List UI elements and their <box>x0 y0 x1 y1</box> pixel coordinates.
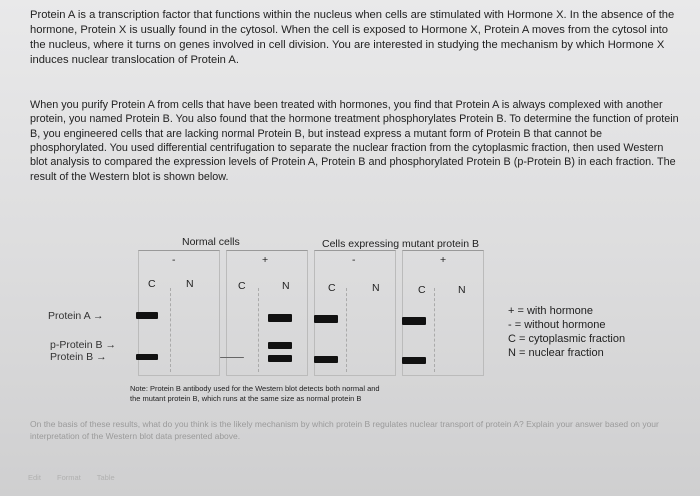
lane-label: C <box>418 284 426 296</box>
treatment-sign: + <box>440 254 447 266</box>
group-label-mutant: Cells expressing mutant protein B <box>322 238 479 250</box>
band-p-protein-b <box>268 342 292 349</box>
band-protein-b <box>268 355 292 362</box>
editor-toolbar <box>28 473 129 482</box>
note-line: Note: Protein B antibody used for the Western blot detects both normal and <box>130 384 380 393</box>
lane-divider <box>258 288 259 372</box>
band-protein-a <box>268 314 292 322</box>
legend-item: C = cytoplasmic fraction <box>508 333 626 345</box>
treatment-sign: - <box>172 254 176 266</box>
antibody-note <box>130 384 380 404</box>
row-label-p-protein-b: p-Protein B → <box>50 339 116 351</box>
band-protein-a <box>402 317 426 325</box>
row-label-protein-a: Protein A → <box>48 310 104 322</box>
question-text: On the basis of these results, what do you think is the likely mechanism by which protein B regulates nuclear transport of protein A? Explain your answer based on your interpretation of the Western blot data presented above. <box>30 419 659 441</box>
band-protein-b <box>314 356 338 363</box>
toolbar-format-menu[interactable]: Format <box>57 473 81 482</box>
band-protein-a <box>314 315 338 323</box>
legend-item: - = without hormone <box>508 319 606 331</box>
treatment-sign: - <box>352 254 356 266</box>
band-protein-a <box>136 312 158 319</box>
band-protein-b <box>136 354 158 360</box>
band-protein-b <box>402 357 426 364</box>
lane-label: N <box>458 284 466 296</box>
lane-label: N <box>372 282 380 294</box>
group-label-normal: Normal cells <box>182 236 240 248</box>
lane-divider <box>170 288 171 372</box>
band-protein-b-faint <box>220 357 244 358</box>
lane-label: C <box>328 282 336 294</box>
treatment-sign: + <box>262 254 269 266</box>
lane-label: N <box>282 280 290 292</box>
lane-divider <box>346 288 347 372</box>
row-label-protein-b: Protein B → <box>50 351 107 363</box>
lane-label: C <box>148 278 156 290</box>
lane-label: N <box>186 278 194 290</box>
toolbar-table-menu[interactable]: Table <box>96 473 115 482</box>
legend-item: + = with hormone <box>508 305 593 317</box>
intro-paragraph: Protein A is a transcription factor that functions within the nucleus when cells are stimulated with Hormone X. In the absence of the hormone, Protein X is usually found in the cytosol. When the cell is exposed to Hormone X, Protein A moves from the cytosol into the nucleus, where it turns on genes involved in cell division. You are interested in studying the mechanism by which Hormone X induces nuclear translocation of Protein A. <box>30 9 675 66</box>
experiment-paragraph: When you purify Protein A from cells that have been treated with hormones, you find that Protein A is always complexed with another protein, you named Protein B. You also found that the hormone treatment phosphorylates Protein B. To determine the function of protein B, you engineered cells that are lacking normal Protein B, but instead express a mutant form of Protein B that cannot be phosphorylated. You used differential centrifugation to separate the nuclear fraction from the cytoplasmic fraction, then used Western blot analysis to compared the expression levels of Protein A, Protein B and phosphorylated Protein B (p-Protein B) in each fraction. The result of the Western blot is shown below. <box>30 99 679 183</box>
lane-label: C <box>238 280 246 292</box>
toolbar-edit-menu[interactable]: Edit <box>28 473 41 482</box>
legend-item: N = nuclear fraction <box>508 347 604 359</box>
blot-legend <box>508 304 625 360</box>
lane-divider <box>434 288 435 372</box>
note-line: the mutant protein B, which runs at the same size as normal protein B <box>130 394 362 403</box>
